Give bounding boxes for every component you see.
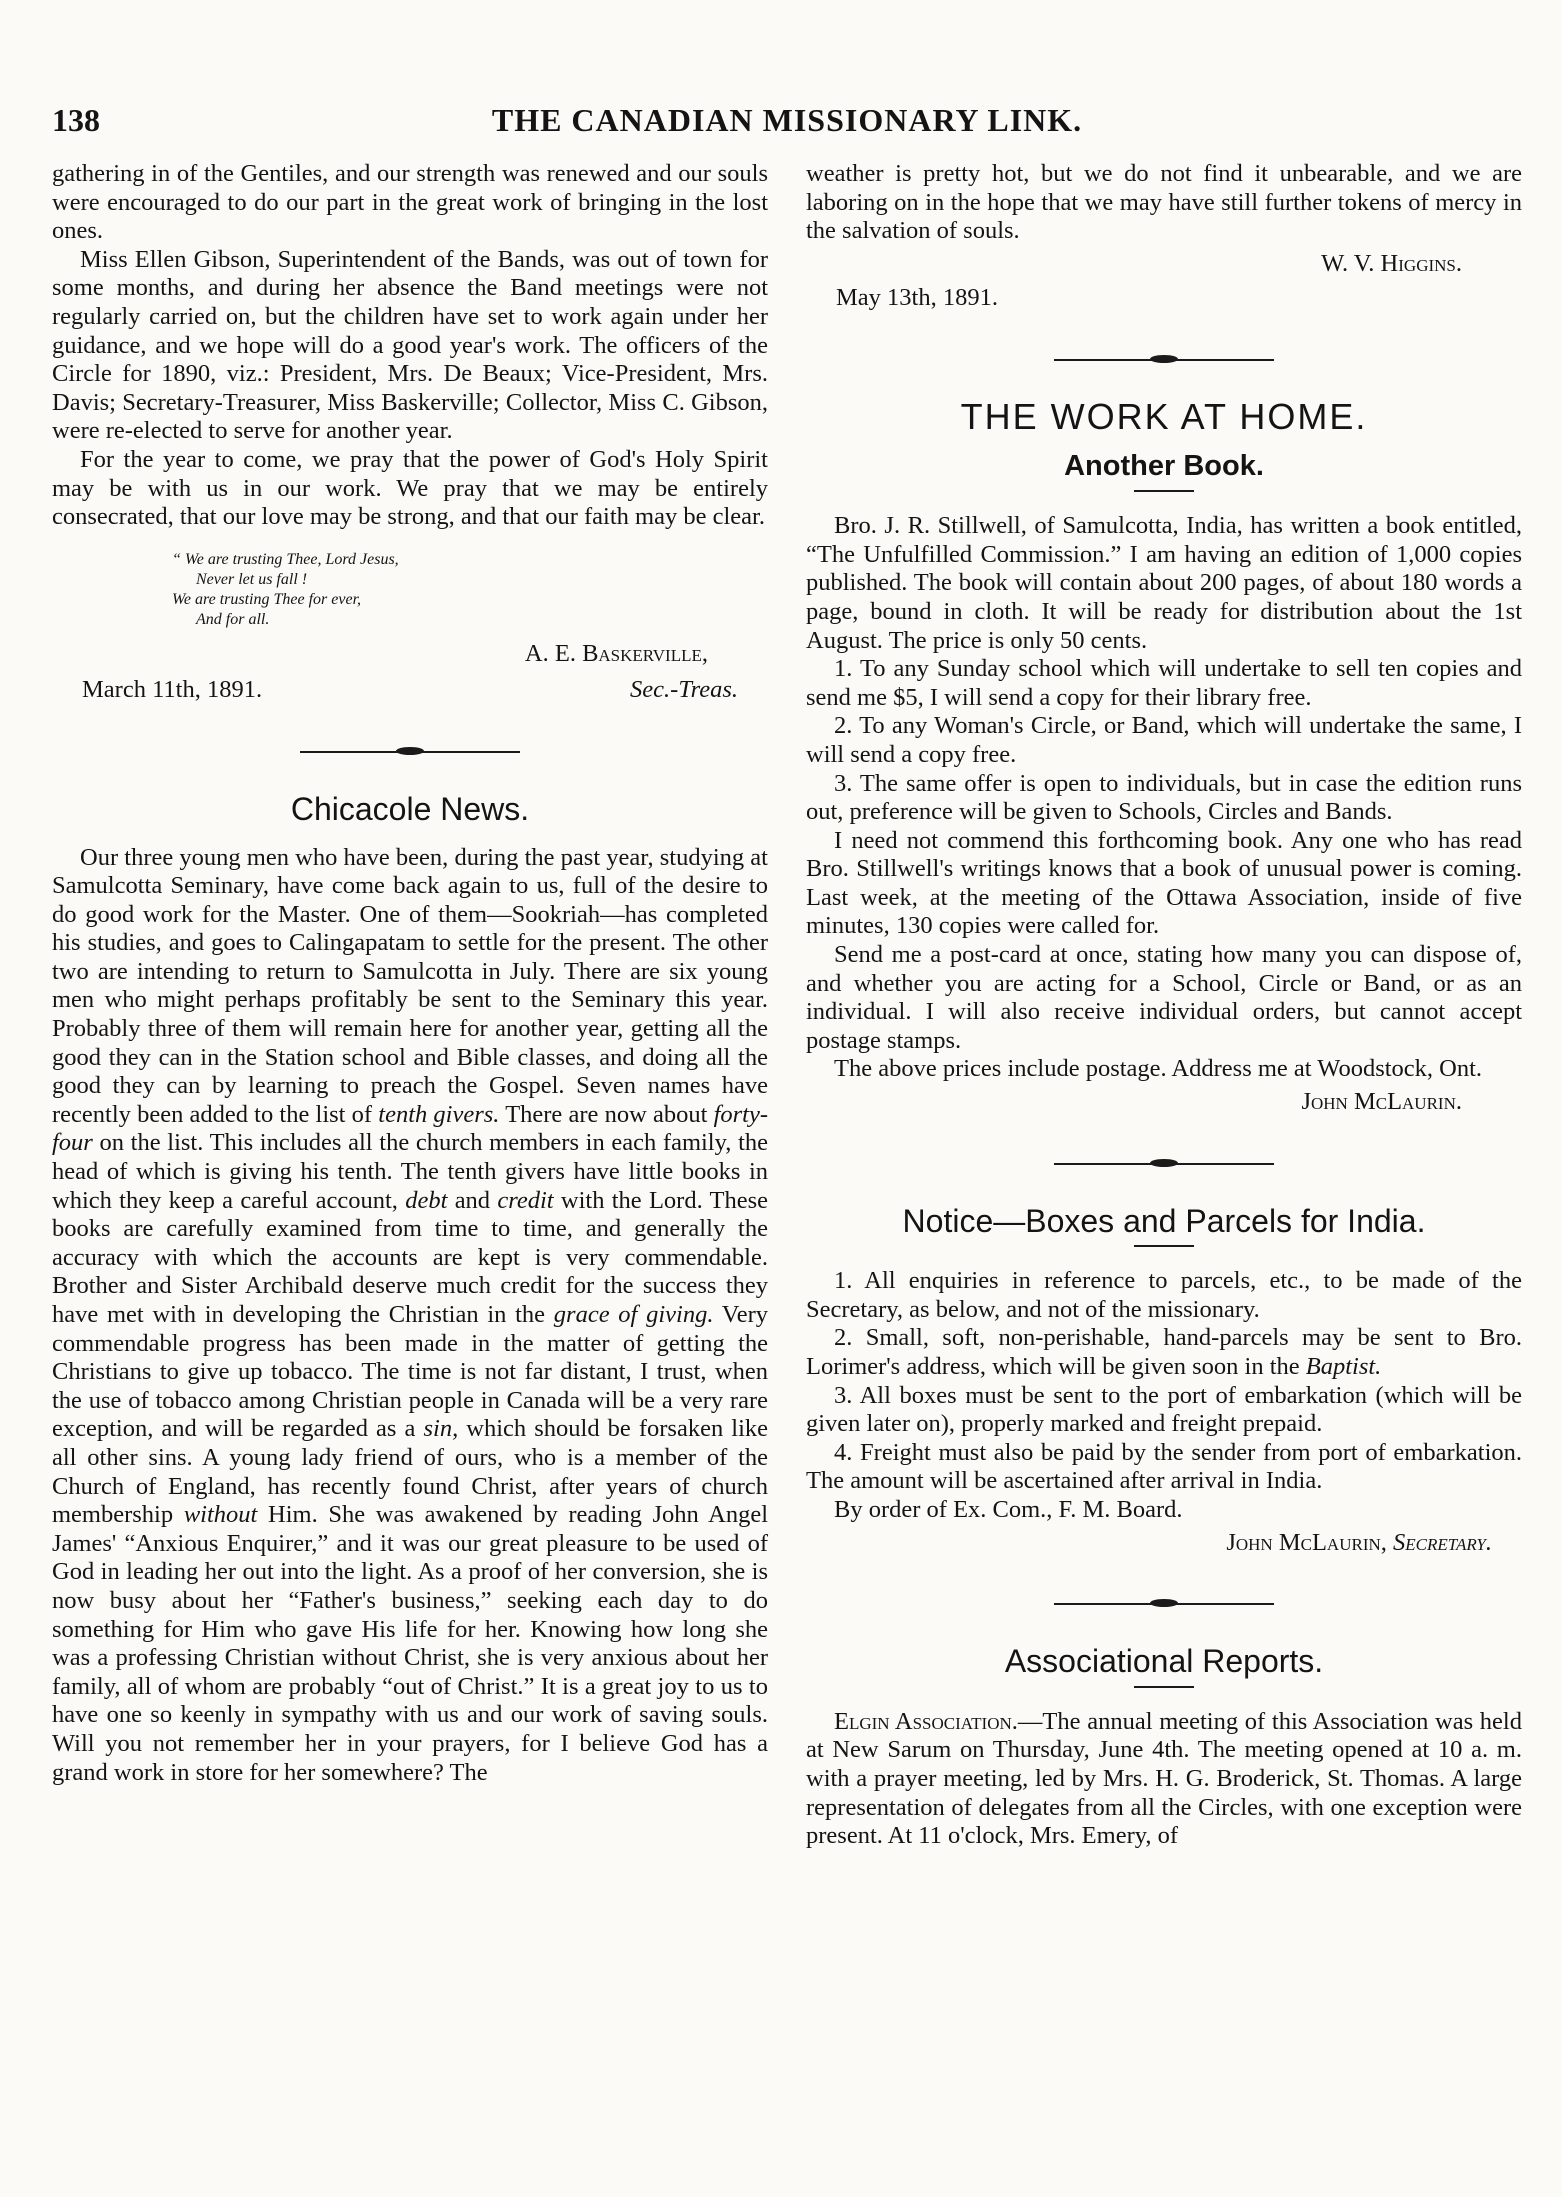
left-column <box>52 160 768 1787</box>
paragraph: The above prices include postage. Address me at Woodstock, Ont. <box>834 1055 1483 1083</box>
paragraph: 3. All boxes must be sent to the port of embarkation (which will be given later on), properly marked and freight prepaid. <box>806 1381 1522 1438</box>
paragraph: I need not commend this forthcoming book. Any one who has read Bro. Stillwell's writings knows that a book of unusual power is coming. Last week, at the meeting of the Ottawa Association, inside of five minutes, 130 copies were called for. <box>806 826 1522 940</box>
page-header <box>52 102 1522 142</box>
section-divider <box>300 745 520 759</box>
signature: A. E. Baskerville, <box>524 639 708 667</box>
section-title: THE WORK AT HOME. <box>960 395 1368 437</box>
paragraph: 3. The same offer is open to individuals, but in case the edition runs out, preference will be given to Schools, Circles and Bands. <box>806 769 1522 826</box>
short-divider <box>1134 1686 1194 1688</box>
paragraph: weather is pretty hot, but we do not find it unbearable, and we are laboring on in the hope that we may have still further tokens of mercy in the salvation of souls. <box>806 160 1522 245</box>
short-divider <box>1134 1245 1194 1247</box>
paragraph: For the year to come, we pray that the power of God's Holy Spirit may be with us in our work. We pray that we may be entirely consecrated, that our love may be strong, and that our faith may be clear. <box>52 445 768 531</box>
poem-line: And for all. <box>196 610 270 628</box>
section-heading: Associational Reports. <box>1004 1643 1324 1680</box>
paragraph: Bro. J. R. Stillwell, of Samulcotta, India, has written a book entitled, “The Unfulfilled Commission.” I am having an edition of 1,000 copies published. The book will contain about 200 pages, of about 180 words a page, bound in cloth. It will be ready for distribution about the 1st August. The price is only 50 cents. <box>806 512 1522 654</box>
paragraph: gathering in of the Gentiles, and our strength was renewed and our souls were encouraged to do our part in the great work of bringing in the lost ones. <box>52 160 768 245</box>
section-divider <box>1054 1597 1274 1611</box>
poem-line: Never let us fall ! <box>196 570 308 588</box>
running-head: THE CANADIAN MISSIONARY LINK. <box>491 102 1083 138</box>
section-heading: Chicacole News. <box>290 790 530 827</box>
paragraph: Send me a post-card at once, stating how many you can dispose of, and whether you are acting for a School, Circle or Band, or as an individual. I will also receive individual orders, but cannot accept postage stamps. <box>806 941 1522 1054</box>
paragraph: Our three young men who have been, during the past year, studying at Samulcotta Seminary, have come back again to us, full of the desire to do good work for the Master. One of them—Sookriah—has completed his studies, and goes to Calingapatam to settle for the present. The other two are intending to return to Samulcotta in July. There are six young men who might perhaps profitably be sent to the Seminary this year. Probably three of them will remain here for another year, getting all the good they can in the Station school and Bible classes, and doing all the good they can by learning to preach the Gospel. Seven names have recently been added to the list of tenth givers. There are now about forty-four on the list. This includes all the church members in each family, the head of which is giving his tenth. The tenth givers have little books in which they keep a careful account, debt and credit with the Lord. These books are carefully examined from time to time, and generally the accuracy with which the accounts are kept is very commendable. Brother and Sister Archibald deserve much credit for the success they have met with in developing the Christian in the grace of giving. Very commendable progress has been made in the matter of getting the Christians to give up tobacco. The time is not far distant, I trust, when the use of tobacco among Christian people in Canada will be a very rare exception, and will be regarded as a sin, which should be forsaken like all other sins. A young lady friend of ours, who is a member of the Church of England, has recently found Christ, after years of church membership without Him. She was awakened by reading John Angel James' “Anxious Enquirer,” and it was our great pleasure to be used of God in leading her out into the light. As a proof of her conversion, she is now busy about her “Father's business,” seeking each day to do something for Him who gave His life for her. Knowing how long she was a professing Christian without Christ, she is very anxious about her family, all of whom are probably “out of Christ.” It is a great joy to us to have one so keenly in sympathy with us and our work of saving souls. Will you not remember her in your prayers, for I believe God has a grand work in store for her somewhere? The <box>52 843 769 1786</box>
date: March 11th, 1891. <box>82 676 263 704</box>
signature: John McLaurin. <box>1301 1088 1462 1116</box>
section-divider <box>1054 1157 1274 1171</box>
paragraph: 4. Freight must also be paid by the sender from port of embarkation. The amount will be ascertained after arrival in India. <box>806 1438 1522 1495</box>
paragraph: Miss Ellen Gibson, Superintendent of the Bands, was out of town for some months, and during her absence the Band meetings were not regularly carried on, but the children have set to work again under her guidance, and we hope will do a good year's work. The officers of the Circle for 1890, viz.: President, Mrs. De Beaux; Vice-President, Mrs. Davis; Secretary-Treasurer, Miss Baskerville; Collector, Miss C. Gibson, were re-elected to serve for another year. <box>52 245 768 445</box>
poem-line: “ We are trusting Thee, Lord Jesus, <box>172 550 399 568</box>
paragraph: 1. To any Sunday school which will undertake to sell ten copies and send me $5, I will send a copy for their library free. <box>806 655 1522 711</box>
poem-line: We are trusting Thee for ever, <box>172 590 362 608</box>
signature-title: Sec.-Treas. <box>630 676 738 704</box>
paragraph: 2. Small, soft, non-perishable, hand-parcels may be sent to Bro. Lorimer's address, which will be given soon in the Baptist. <box>806 1324 1522 1380</box>
paragraph: By order of Ex. Com., F. M. Board. <box>834 1495 1183 1523</box>
date: May 13th, 1891. <box>836 284 998 312</box>
short-divider <box>1134 490 1194 492</box>
paragraph: 2. To any Woman's Circle, or Band, which will undertake the same, I will send a copy free. <box>806 712 1522 768</box>
section-heading: Another Book. <box>1064 449 1264 482</box>
poem-quote <box>172 550 768 630</box>
page-number: 138 <box>52 102 100 138</box>
section-divider <box>1054 353 1274 367</box>
paragraph: 1. All enquiries in reference to parcels, etc., to be made of the Secretary, as below, and not of the missionary. <box>806 1267 1522 1323</box>
dateline <box>52 676 768 705</box>
section-heading: Notice—Boxes and Parcels for India. <box>902 1202 1426 1239</box>
right-column <box>806 160 1522 1851</box>
paragraph: Elgin Association.—The annual meeting of this Association was held at New Sarum on Thursday, June 4th. The meeting opened at 10 a. m. with a prayer meeting, led by Mrs. H. G. Broderick, St. Thomas. A large representation of delegates from all the Circles, with one exception were present. At 11 o'clock, Mrs. Emery, of <box>806 1707 1522 1850</box>
signature: John McLaurin, Secretary. <box>1226 1528 1492 1556</box>
signature: W. V. Higgins. <box>1321 249 1462 277</box>
